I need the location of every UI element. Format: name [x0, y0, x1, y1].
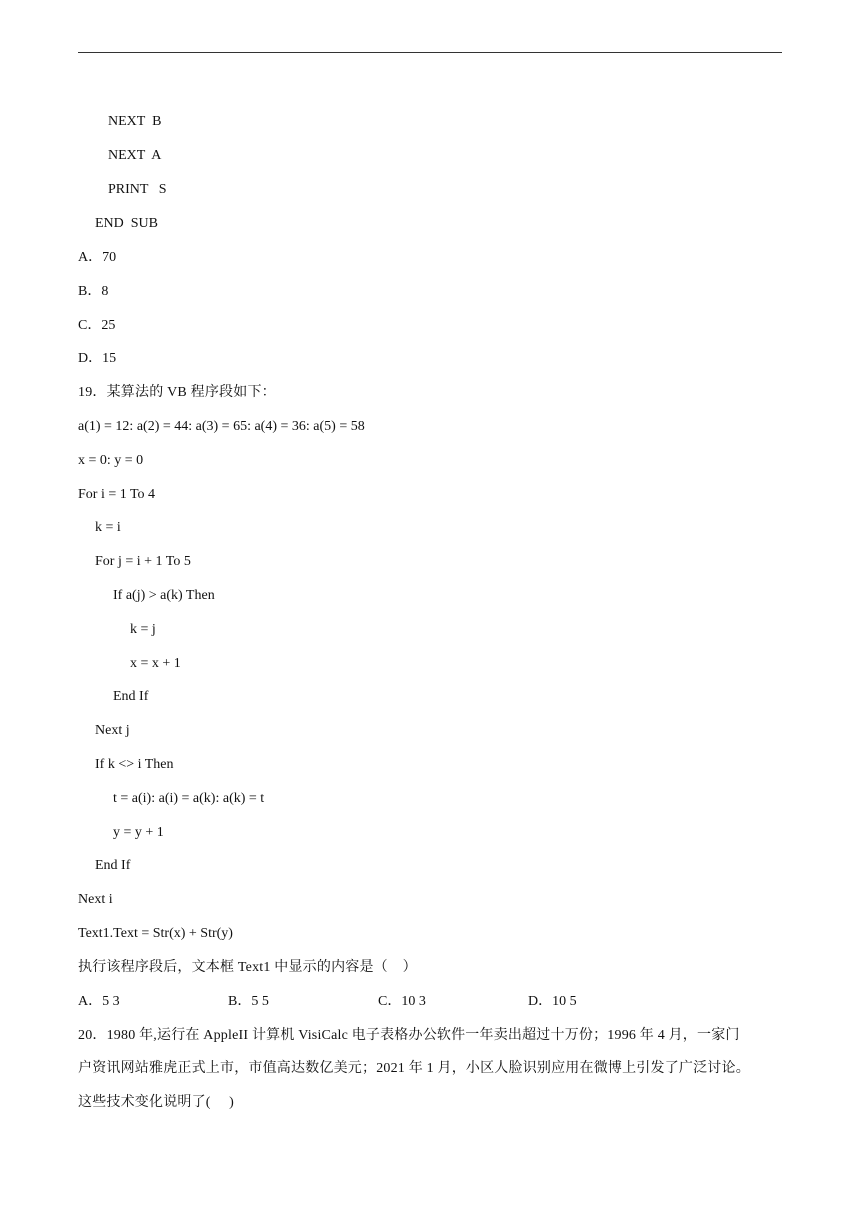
code-line: k = j — [130, 622, 156, 637]
code-line: For j = i + 1 To 5 — [95, 554, 191, 569]
code-line: For i = 1 To 4 — [78, 487, 156, 502]
question-text: 户资讯网站雅虎正式上市，市值高达数亿美元；2021 年 1 月，小区人脸识别应用在微博上引发了广泛讨论。 — [78, 1061, 750, 1076]
code-line: End If — [95, 858, 131, 873]
question-text: 20．1980 年,运行在 AppleII 计算机 VisiCalc 电子表格办公软件一年卖出超过十万份；1996 年 4 月，一家门 — [78, 1028, 740, 1043]
answer-option: C．25 — [78, 318, 116, 333]
question-title: 19．某算法的 VB 程序段如下： — [78, 385, 276, 400]
code-line: x = x + 1 — [130, 656, 181, 671]
code-line: t = a(i): a(i) = a(k): a(k) = t — [113, 791, 265, 806]
code-line: k = i — [95, 520, 121, 535]
answer-option: A．70 — [78, 250, 117, 265]
code-line: Next j — [95, 723, 130, 738]
header-rule — [78, 52, 782, 53]
code-line: a(1) = 12: a(2) = 44: a(3) = 65: a(4) = 36: a(5) = 58 — [78, 419, 365, 434]
code-line: Text1.Text = Str(x) + Str(y) — [78, 926, 233, 941]
answer-option: D．15 — [78, 351, 117, 366]
code-line: END SUB — [95, 216, 159, 231]
answer-option: D．10 5 — [528, 994, 577, 1009]
code-line: x = 0: y = 0 — [78, 453, 144, 468]
code-line: End If — [113, 689, 149, 704]
code-line: PRINT S — [108, 182, 167, 197]
code-line: If a(j) > a(k) Then — [113, 588, 215, 603]
answer-option: A．5 3 — [78, 994, 120, 1009]
answer-option: B．5 5 — [228, 994, 269, 1009]
code-line: Next i — [78, 892, 113, 907]
code-line: y = y + 1 — [113, 825, 164, 840]
code-line: NEXT A — [108, 148, 162, 163]
question-prompt: 执行该程序段后，文本框 Text1 中显示的内容是（ ） — [78, 960, 417, 975]
question-text: 这些技术变化说明了( ) — [78, 1095, 235, 1110]
code-line: If k <> i Then — [95, 757, 174, 772]
answer-option: B．8 — [78, 284, 109, 299]
answer-option: C．10 3 — [378, 994, 426, 1009]
code-line: NEXT B — [108, 114, 162, 129]
